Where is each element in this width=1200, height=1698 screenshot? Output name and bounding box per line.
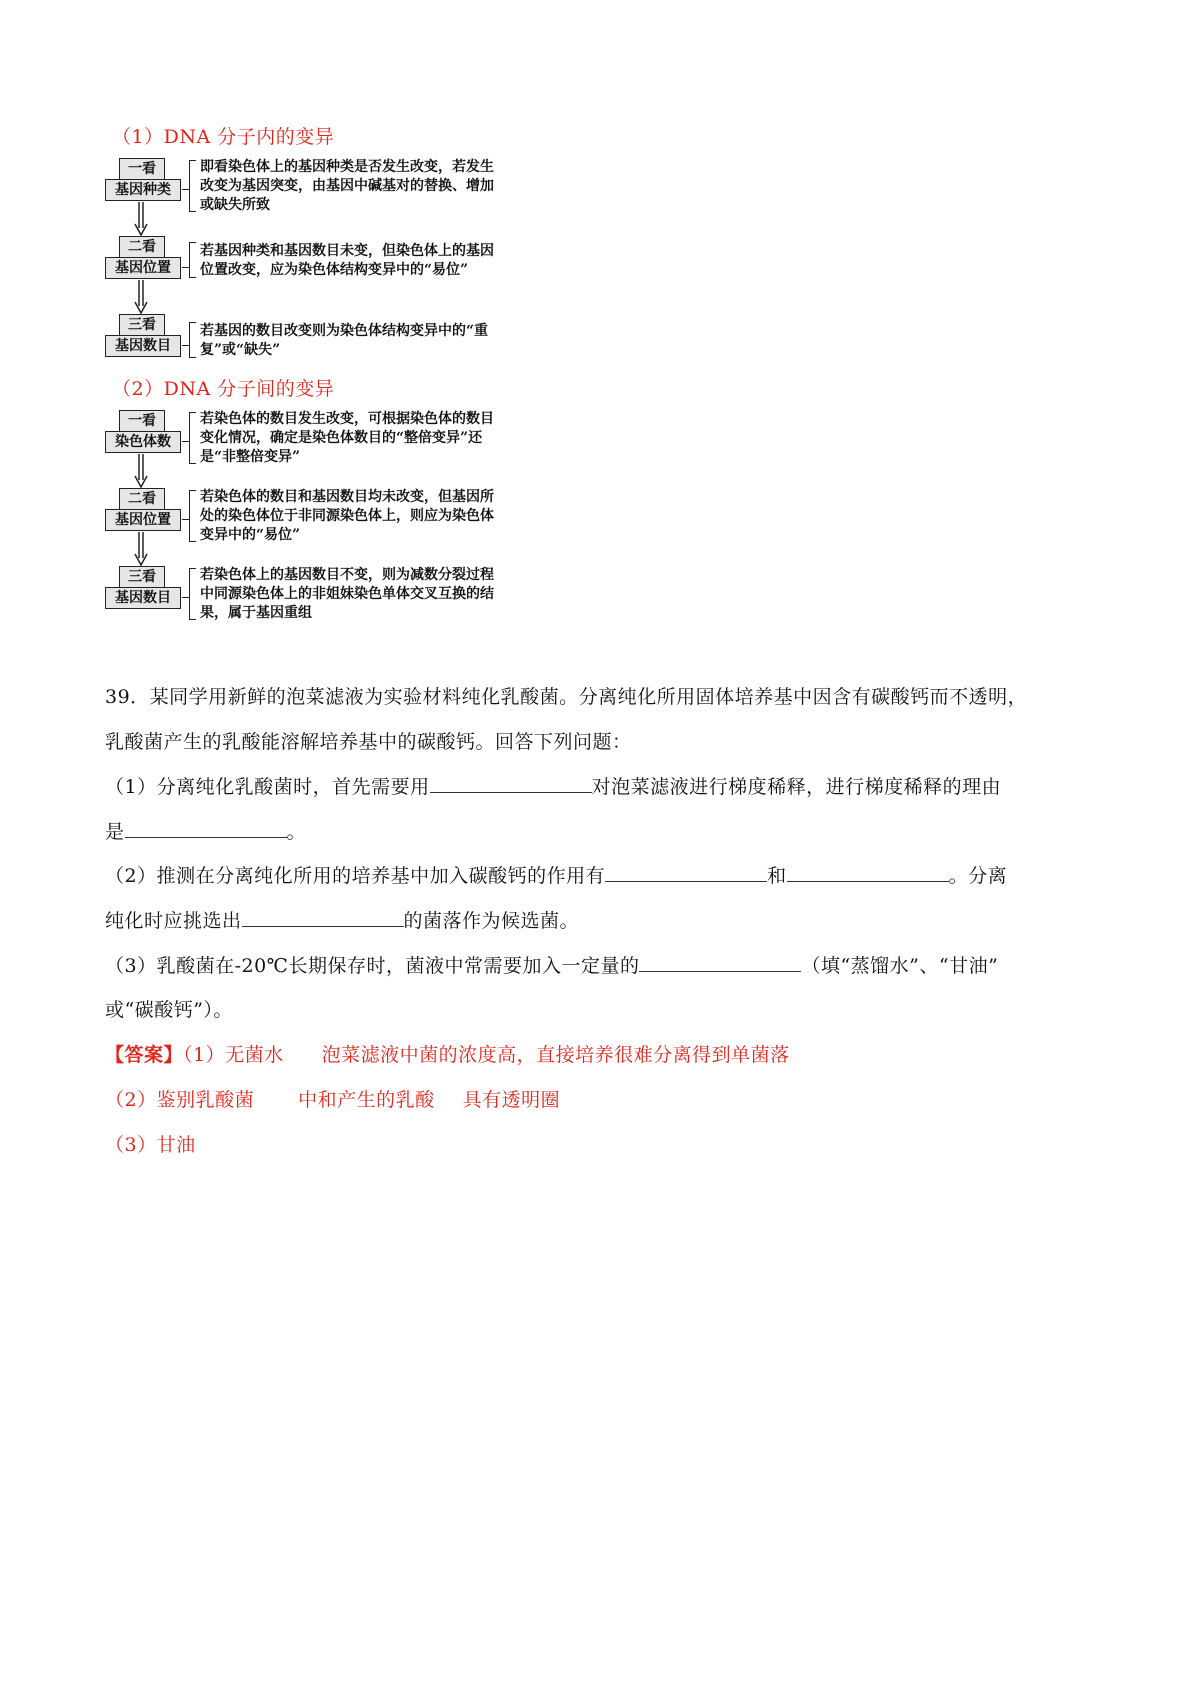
part2-title: （2）DNA 分子间的变异 [112,378,335,400]
step-text-line: 位置改变，应为染色体结构变异中的“易位” [200,262,469,278]
step-description [200,322,565,360]
brace-bracket [189,242,196,278]
part1-step-1 [105,158,565,220]
question-text: 的菌落作为候选菌。 [403,910,580,932]
step-text-line: 改变为基因突变，由基因中碱基对的替换、增加 [200,178,494,194]
question-text: 对泡菜滤液进行梯度稀释，进行梯度稀释的理由 [591,776,1002,798]
step-description [200,566,565,623]
part2-diagram [105,410,565,620]
step-topic-label: 基因数目 [105,587,181,609]
answer-text: 泡菜滤液中菌的浓度高，直接培养很难分离得到单菌落 [321,1044,790,1066]
part1-step-2 [105,236,565,298]
step-topic-label: 基因种类 [105,179,181,201]
question-text: 和 [767,865,787,887]
question-3-line-1 [105,951,998,978]
question-text: 。分离 [948,865,1008,887]
step-text-line: 处的染色体位于非同源染色体上，则应为染色体 [200,508,494,524]
answer-line-3: （3）甘油 [105,1134,196,1156]
step-text-line: 即看染色体上的基因种类是否发生改变，若发生 [200,159,494,175]
step-label-box [105,488,183,534]
part1-diagram [105,158,565,358]
question-2-line-2 [105,906,579,933]
question-stem-line-2: 乳酸菌产生的乳酸能溶解培养基中的碳酸钙。回答下列问题： [105,731,632,753]
step-order-label: 三看 [119,566,165,588]
brace-bracket [189,412,196,464]
question-text: （1）分离纯化乳酸菌时，首先需要用 [105,776,430,798]
step-label-box [105,314,183,360]
question-text: 纯化时应挑选出 [105,910,242,932]
step-description [200,242,565,280]
part1-title: （1）DNA 分子内的变异 [112,126,335,148]
step-description [200,410,565,467]
question-text: （填“蒸馏水”、“甘油” [801,955,999,977]
down-arrow-icon [133,532,149,566]
step-label-box [105,158,183,204]
answer-blank[interactable] [787,863,949,882]
step-order-label: 三看 [119,314,165,336]
part2-step-2 [105,488,565,550]
question-2-line-1 [105,861,1007,888]
step-text-line: 果，属于基因重组 [200,605,312,621]
step-topic-label: 基因数目 [105,335,181,357]
answer-blank[interactable] [605,863,767,882]
answer-text: 中和产生的乳酸 [298,1089,435,1111]
step-topic-label: 染色体数 [105,431,181,453]
step-text-line: 是“非整倍变异” [200,449,301,465]
down-arrow-icon [133,454,149,488]
step-text-line: 中同源染色体上的非姐妹染色单体交叉互换的结 [200,586,494,602]
brace-bracket [189,322,196,358]
question-text: 是 [105,821,125,843]
part1-step-3 [105,314,565,376]
step-order-label: 一看 [119,158,165,180]
step-text-line: 若染色体的数目和基因数目均未改变，但基因所 [200,489,494,505]
brace-bracket [189,490,196,542]
step-text-line: 复”或“缺失” [200,342,281,358]
step-topic-label: 基因位置 [105,509,181,531]
answer-text: （1）无菌水 [183,1044,284,1066]
question-3-line-2: 或“碳酸钙”）。 [105,999,233,1021]
part2-step-1 [105,410,565,472]
question-1-line-1 [105,772,1001,799]
step-topic-label: 基因位置 [105,257,181,279]
step-label-box [105,410,183,456]
step-order-label: 一看 [119,410,165,432]
answer-text: （2）鉴别乳酸菌 [105,1089,255,1111]
answer-line-2 [105,1085,560,1112]
answer-blank[interactable] [125,819,287,838]
down-arrow-icon [133,280,149,314]
step-text-line: 若染色体的数目发生改变，可根据染色体的数目 [200,411,494,427]
answer-blank[interactable] [242,908,404,927]
step-text-line: 若基因的数目改变则为染色体结构变异中的“重 [200,323,489,339]
step-text-line: 或缺失所致 [200,197,270,213]
step-description [200,488,565,545]
down-arrow-icon [133,202,149,236]
step-label-box [105,566,183,612]
step-order-label: 二看 [119,488,165,510]
answer-blank[interactable] [430,774,592,793]
answer-line-1 [105,1040,790,1067]
question-text: 。 [286,821,307,843]
answer-text: 具有透明圈 [462,1089,561,1111]
question-stem-line-1: 39．某同学用新鲜的泡菜滤液为实验材料纯化乳酸菌。分离纯化所用固体培养基中因含有碳酸钙而不透明， [105,686,1028,708]
step-text-line: 变异中的“易位” [200,527,301,543]
question-text: （2）推测在分离纯化所用的培养基中加入碳酸钙的作用有 [105,865,606,887]
step-text-line: 若基因种类和基因数目未变，但染色体上的基因 [200,243,494,259]
question-text: （3）乳酸菌在-20℃长期保存时，菌液中常需要加入一定量的 [105,955,640,977]
brace-bracket [189,160,196,212]
answer-blank[interactable] [639,953,801,972]
step-label-box [105,236,183,282]
step-text-line: 若染色体上的基因数目不变，则为减数分裂过程 [200,567,494,583]
question-1-line-2 [105,817,306,844]
step-text-line: 变化情况，确定是染色体数目的“整倍变异”还 [200,430,483,446]
step-order-label: 二看 [119,236,165,258]
answer-label: 【答案】 [105,1044,184,1066]
brace-bracket [189,568,196,620]
step-description [200,158,565,215]
part2-step-3 [105,566,565,628]
